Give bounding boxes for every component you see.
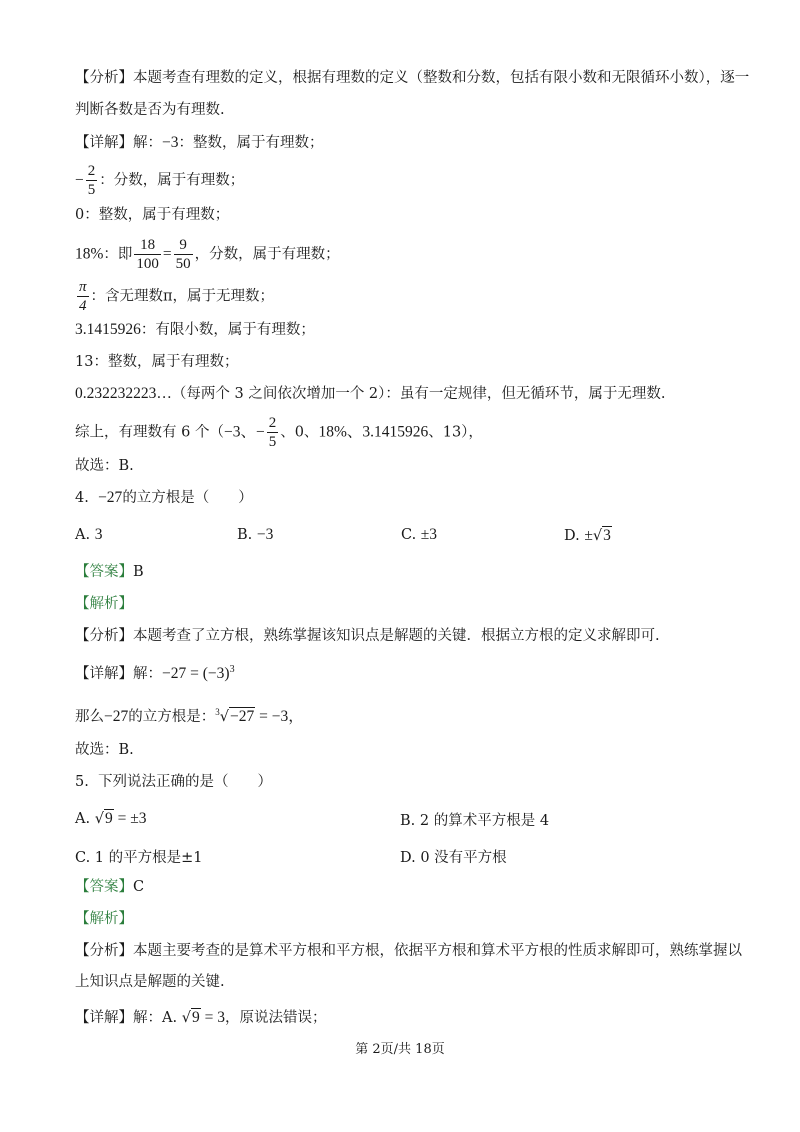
q5-answer: 【答案】C	[75, 879, 145, 895]
q4-choice: 故选：B.	[75, 742, 134, 758]
q5-stem: 5. 下列说法正确的是（ ）	[75, 774, 273, 790]
q5-option-a: A. √9 = ±3	[75, 810, 147, 827]
q5-analysis-line-1: 【分析】本题主要考查的是算术平方根和平方根，依据平方根和算术平方根的性质求解即可，熟练掌握以	[75, 943, 742, 959]
answer-tag: 【答案】	[75, 879, 133, 895]
q4-detail-line-2: 那么−27的立方根是：$^3$√−27 = −3，	[75, 707, 304, 725]
q4-stem: 4. −27的立方根是（ ）	[75, 489, 253, 506]
answer-tag: 【答案】	[75, 564, 133, 580]
q5-option-b: B. 2 的算术平方根是 4	[400, 813, 550, 829]
fraction: $\frac{\pi}{4}$	[79, 279, 87, 314]
q5-option-c: C. 1 的平方根是±1	[75, 850, 203, 866]
q4-option-c: C. ±3	[401, 526, 438, 543]
page-footer: 第 2页/共 18页	[355, 1042, 445, 1057]
q3-analysis-line-1: 【分析】本题考查有理数的定义，根据有理数的定义（整数和分数，包括有限小数和无限循环小数），逐一	[75, 70, 750, 86]
q4-answer: 【答案】B	[75, 564, 144, 580]
q3-detail-line-6: 3.1415926：有限小数，属于有理数；	[75, 321, 315, 338]
q3-summary: 综上，有理数有 6 个（−3、− $\frac{2}{5}$ 、0、18%、3.1415926、13），	[75, 415, 483, 450]
fraction: $\frac{2}{5}$	[87, 163, 96, 198]
q3-detail-line-4: 18%：即 $\frac{18}{100}$ = $\frac{9}{50}$ ，分数，属于有理数；	[75, 237, 340, 272]
q3-analysis-line-2: 判断各数是否为有理数.	[75, 102, 225, 118]
q5-analysis-line-2: 上知识点是解题的关键.	[75, 974, 225, 990]
q4-detail: 【详解】解：$-27 = (-3)^3$	[75, 664, 235, 682]
fraction: $\frac{2}{5}$	[268, 415, 277, 450]
q4-option-b: B. −3	[237, 526, 274, 543]
q4-analysis: 【分析】本题考查了立方根，熟练掌握该知识点是解题的关键．根据立方根的定义求解即可.	[75, 628, 660, 644]
q5-explain-tag: 【解析】	[75, 911, 133, 927]
q4-option-d: D. ±√3	[564, 527, 611, 544]
q3-detail-line-3: 0：整数，属于有理数；	[75, 207, 230, 223]
analysis-tag: 【分析】	[75, 70, 133, 86]
q4-option-a: A. 3	[75, 526, 103, 543]
q5-detail: 【详解】解：A. √9 = 3，原说法错误；	[75, 1009, 327, 1026]
fraction: $\frac{18}{100}$	[136, 237, 159, 272]
q3-detail-line-1: 【详解】解：−3：整数，属于有理数；	[75, 134, 324, 151]
q4-explain-tag: 【解析】	[75, 596, 133, 612]
fraction: $\frac{9}{50}$	[175, 237, 191, 272]
detail-tag: 【详解】	[75, 135, 133, 151]
q3-detail-line-8: 0.232232223…（每两个 3 之间依次增加一个 2）：虽有一定规律，但无循环节，属于无理数.	[75, 385, 666, 402]
q3-detail-line-7: 13：整数，属于有理数；	[75, 354, 239, 370]
q3-choice: 故选：B.	[75, 458, 134, 474]
q3-detail-line-2: − $\frac{2}{5}$ ：分数，属于有理数；	[75, 163, 245, 198]
q3-detail-line-5: $\frac{\pi}{4}$ ：含无理数π，属于无理数；	[79, 279, 275, 314]
q5-option-d: D. 0 没有平方根	[400, 850, 507, 866]
